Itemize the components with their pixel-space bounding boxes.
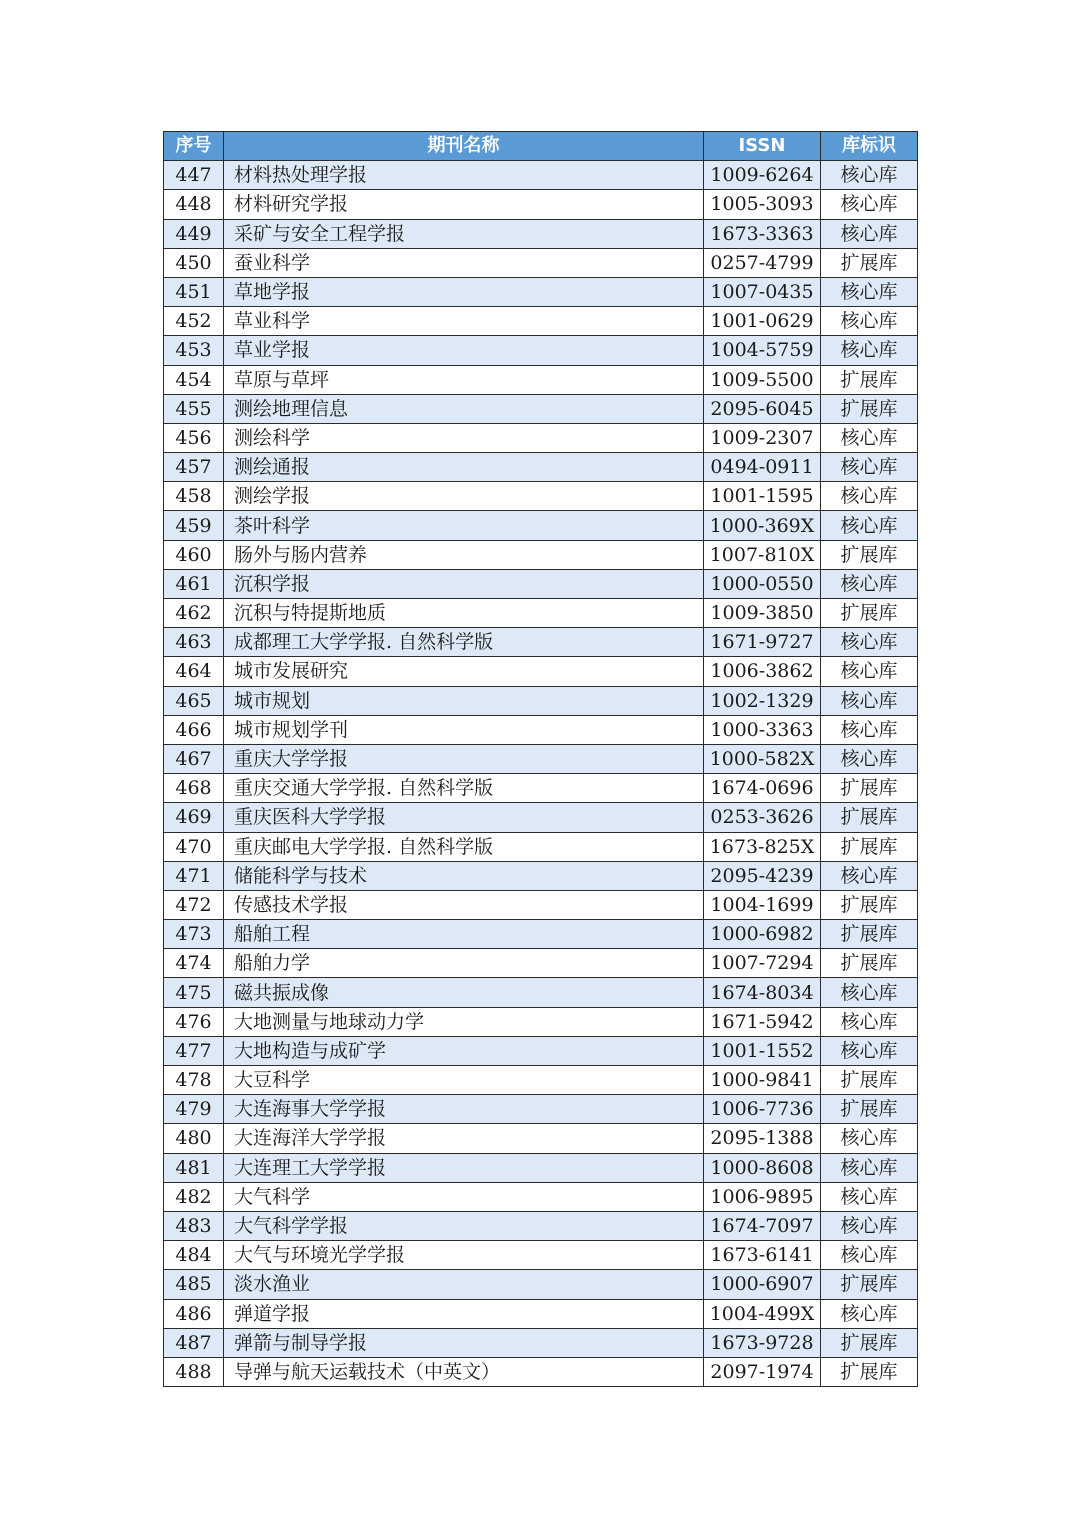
cell-issn: 1005-3093	[704, 190, 821, 219]
cell-library-tag: 扩展库	[821, 540, 918, 569]
cell-seq: 485	[164, 1270, 224, 1299]
cell-seq: 468	[164, 774, 224, 803]
cell-library-tag: 核心库	[821, 423, 918, 452]
table-row	[164, 511, 918, 540]
cell-library-tag: 核心库	[821, 657, 918, 686]
cell-issn: 1006-9895	[704, 1182, 821, 1211]
cell-issn: 2095-1388	[704, 1124, 821, 1153]
table-row	[164, 1007, 918, 1036]
cell-issn: 1009-5500	[704, 365, 821, 394]
cell-journal-name: 草地学报	[224, 277, 704, 306]
cell-seq: 453	[164, 336, 224, 365]
cell-issn: 1007-810X	[704, 540, 821, 569]
cell-seq: 448	[164, 190, 224, 219]
cell-issn: 1001-0629	[704, 307, 821, 336]
table-body	[164, 161, 918, 1387]
cell-seq: 455	[164, 394, 224, 423]
cell-seq: 460	[164, 540, 224, 569]
table-row	[164, 949, 918, 978]
table-row	[164, 277, 918, 306]
table-row	[164, 715, 918, 744]
cell-issn: 1001-1552	[704, 1036, 821, 1065]
table-row	[164, 1066, 918, 1095]
table-row	[164, 1124, 918, 1153]
cell-seq: 461	[164, 569, 224, 598]
cell-seq: 463	[164, 628, 224, 657]
cell-seq: 476	[164, 1007, 224, 1036]
cell-journal-name: 重庆大学学报	[224, 744, 704, 773]
table-row	[164, 599, 918, 628]
table-row	[164, 657, 918, 686]
header-seq: 序号	[164, 132, 224, 161]
cell-journal-name: 材料研究学报	[224, 190, 704, 219]
cell-journal-name: 大气与环境光学学报	[224, 1241, 704, 1270]
cell-library-tag: 扩展库	[821, 248, 918, 277]
cell-library-tag: 核心库	[821, 219, 918, 248]
cell-issn: 1673-9728	[704, 1328, 821, 1357]
table-row	[164, 1270, 918, 1299]
cell-issn: 1671-5942	[704, 1007, 821, 1036]
cell-library-tag: 扩展库	[821, 599, 918, 628]
cell-journal-name: 重庆医科大学学报	[224, 803, 704, 832]
cell-seq: 469	[164, 803, 224, 832]
cell-journal-name: 草业学报	[224, 336, 704, 365]
cell-seq: 467	[164, 744, 224, 773]
cell-seq: 462	[164, 599, 224, 628]
table-row	[164, 744, 918, 773]
cell-journal-name: 草原与草坪	[224, 365, 704, 394]
cell-issn: 1007-7294	[704, 949, 821, 978]
cell-library-tag: 扩展库	[821, 394, 918, 423]
cell-journal-name: 测绘学报	[224, 482, 704, 511]
cell-seq: 450	[164, 248, 224, 277]
cell-issn: 1000-0550	[704, 569, 821, 598]
cell-issn: 1009-6264	[704, 161, 821, 190]
cell-seq: 464	[164, 657, 224, 686]
cell-library-tag: 扩展库	[821, 1328, 918, 1357]
cell-issn: 1004-1699	[704, 890, 821, 919]
cell-issn: 1000-6907	[704, 1270, 821, 1299]
cell-library-tag: 扩展库	[821, 832, 918, 861]
table-header	[164, 132, 918, 161]
cell-seq: 466	[164, 715, 224, 744]
cell-seq: 478	[164, 1066, 224, 1095]
cell-library-tag: 核心库	[821, 336, 918, 365]
cell-journal-name: 测绘地理信息	[224, 394, 704, 423]
cell-library-tag: 核心库	[821, 277, 918, 306]
cell-journal-name: 采矿与安全工程学报	[224, 219, 704, 248]
cell-issn: 1000-582X	[704, 744, 821, 773]
table-row	[164, 803, 918, 832]
cell-issn: 1674-7097	[704, 1211, 821, 1240]
header-issn: ISSN	[704, 132, 821, 161]
header-library-tag: 库标识	[821, 132, 918, 161]
table-row	[164, 482, 918, 511]
table-row	[164, 1299, 918, 1328]
cell-library-tag: 核心库	[821, 1007, 918, 1036]
cell-library-tag: 扩展库	[821, 920, 918, 949]
cell-seq: 477	[164, 1036, 224, 1065]
cell-seq: 481	[164, 1153, 224, 1182]
table-row	[164, 1182, 918, 1211]
cell-library-tag: 核心库	[821, 1036, 918, 1065]
cell-journal-name: 沉积与特提斯地质	[224, 599, 704, 628]
cell-library-tag: 核心库	[821, 161, 918, 190]
cell-journal-name: 弹道学报	[224, 1299, 704, 1328]
cell-seq: 456	[164, 423, 224, 452]
cell-library-tag: 核心库	[821, 715, 918, 744]
table-row	[164, 920, 918, 949]
table-row	[164, 890, 918, 919]
cell-library-tag: 核心库	[821, 190, 918, 219]
table-row	[164, 686, 918, 715]
cell-library-tag: 扩展库	[821, 1357, 918, 1386]
cell-library-tag: 核心库	[821, 1211, 918, 1240]
cell-journal-name: 储能科学与技术	[224, 861, 704, 890]
table-row	[164, 569, 918, 598]
cell-seq: 486	[164, 1299, 224, 1328]
cell-issn: 0257-4799	[704, 248, 821, 277]
cell-journal-name: 传感技术学报	[224, 890, 704, 919]
cell-journal-name: 磁共振成像	[224, 978, 704, 1007]
cell-seq: 459	[164, 511, 224, 540]
cell-issn: 1671-9727	[704, 628, 821, 657]
table-row	[164, 453, 918, 482]
table-row	[164, 1357, 918, 1386]
cell-seq: 482	[164, 1182, 224, 1211]
cell-library-tag: 核心库	[821, 1299, 918, 1328]
cell-library-tag: 扩展库	[821, 890, 918, 919]
cell-library-tag: 核心库	[821, 861, 918, 890]
header-journal-name: 期刊名称	[224, 132, 704, 161]
cell-seq: 480	[164, 1124, 224, 1153]
cell-journal-name: 船舶力学	[224, 949, 704, 978]
cell-issn: 1674-0696	[704, 774, 821, 803]
cell-journal-name: 材料热处理学报	[224, 161, 704, 190]
cell-issn: 1000-369X	[704, 511, 821, 540]
cell-journal-name: 茶叶科学	[224, 511, 704, 540]
table-row	[164, 1211, 918, 1240]
cell-seq: 487	[164, 1328, 224, 1357]
cell-library-tag: 扩展库	[821, 365, 918, 394]
cell-journal-name: 城市发展研究	[224, 657, 704, 686]
header-row	[164, 132, 918, 161]
cell-seq: 451	[164, 277, 224, 306]
cell-seq: 484	[164, 1241, 224, 1270]
cell-journal-name: 成都理工大学学报. 自然科学版	[224, 628, 704, 657]
cell-journal-name: 城市规划学刊	[224, 715, 704, 744]
cell-journal-name: 草业科学	[224, 307, 704, 336]
cell-journal-name: 大连海事大学学报	[224, 1095, 704, 1124]
table-row	[164, 336, 918, 365]
cell-seq: 472	[164, 890, 224, 919]
cell-journal-name: 大地构造与成矿学	[224, 1036, 704, 1065]
journal-table	[163, 131, 918, 1387]
cell-journal-name: 大豆科学	[224, 1066, 704, 1095]
cell-seq: 457	[164, 453, 224, 482]
cell-journal-name: 大地测量与地球动力学	[224, 1007, 704, 1036]
cell-issn: 1006-3862	[704, 657, 821, 686]
cell-library-tag: 核心库	[821, 569, 918, 598]
cell-issn: 2095-6045	[704, 394, 821, 423]
cell-issn: 0494-0911	[704, 453, 821, 482]
table-row	[164, 307, 918, 336]
cell-journal-name: 沉积学报	[224, 569, 704, 598]
cell-seq: 454	[164, 365, 224, 394]
cell-journal-name: 城市规划	[224, 686, 704, 715]
cell-seq: 447	[164, 161, 224, 190]
cell-journal-name: 大气科学学报	[224, 1211, 704, 1240]
cell-seq: 483	[164, 1211, 224, 1240]
table-row	[164, 219, 918, 248]
cell-journal-name: 大气科学	[224, 1182, 704, 1211]
table-row	[164, 861, 918, 890]
cell-seq: 474	[164, 949, 224, 978]
cell-journal-name: 测绘科学	[224, 423, 704, 452]
cell-library-tag: 核心库	[821, 1124, 918, 1153]
cell-issn: 1673-6141	[704, 1241, 821, 1270]
cell-seq: 449	[164, 219, 224, 248]
table-row	[164, 978, 918, 1007]
cell-journal-name: 测绘通报	[224, 453, 704, 482]
cell-journal-name: 弹箭与制导学报	[224, 1328, 704, 1357]
cell-library-tag: 核心库	[821, 511, 918, 540]
cell-issn: 1002-1329	[704, 686, 821, 715]
table-row	[164, 365, 918, 394]
cell-issn: 1009-2307	[704, 423, 821, 452]
cell-issn: 1004-5759	[704, 336, 821, 365]
table-row	[164, 161, 918, 190]
cell-library-tag: 核心库	[821, 453, 918, 482]
table-row	[164, 540, 918, 569]
cell-journal-name: 淡水渔业	[224, 1270, 704, 1299]
cell-issn: 1000-6982	[704, 920, 821, 949]
cell-issn: 1673-825X	[704, 832, 821, 861]
cell-library-tag: 扩展库	[821, 1066, 918, 1095]
table-row	[164, 1036, 918, 1065]
cell-issn: 1673-3363	[704, 219, 821, 248]
cell-issn: 1009-3850	[704, 599, 821, 628]
table-row	[164, 628, 918, 657]
cell-journal-name: 大连理工大学学报	[224, 1153, 704, 1182]
cell-library-tag: 核心库	[821, 307, 918, 336]
cell-issn: 1000-9841	[704, 1066, 821, 1095]
cell-journal-name: 蚕业科学	[224, 248, 704, 277]
cell-seq: 452	[164, 307, 224, 336]
table-row	[164, 190, 918, 219]
cell-library-tag: 核心库	[821, 1153, 918, 1182]
cell-seq: 488	[164, 1357, 224, 1386]
cell-library-tag: 扩展库	[821, 1270, 918, 1299]
cell-issn: 1004-499X	[704, 1299, 821, 1328]
table-row	[164, 248, 918, 277]
cell-issn: 2097-1974	[704, 1357, 821, 1386]
cell-seq: 479	[164, 1095, 224, 1124]
cell-library-tag: 核心库	[821, 628, 918, 657]
table-row	[164, 1095, 918, 1124]
cell-issn: 0253-3626	[704, 803, 821, 832]
table-row	[164, 423, 918, 452]
cell-library-tag: 核心库	[821, 744, 918, 773]
cell-library-tag: 核心库	[821, 686, 918, 715]
cell-issn: 1007-0435	[704, 277, 821, 306]
cell-seq: 475	[164, 978, 224, 1007]
table-row	[164, 832, 918, 861]
cell-seq: 458	[164, 482, 224, 511]
cell-journal-name: 重庆邮电大学学报. 自然科学版	[224, 832, 704, 861]
cell-issn: 1000-8608	[704, 1153, 821, 1182]
cell-library-tag: 扩展库	[821, 803, 918, 832]
cell-library-tag: 核心库	[821, 482, 918, 511]
cell-issn: 2095-4239	[704, 861, 821, 890]
cell-seq: 465	[164, 686, 224, 715]
cell-issn: 1001-1595	[704, 482, 821, 511]
table-row	[164, 394, 918, 423]
cell-seq: 470	[164, 832, 224, 861]
cell-journal-name: 肠外与肠内营养	[224, 540, 704, 569]
table-row	[164, 1328, 918, 1357]
cell-library-tag: 扩展库	[821, 774, 918, 803]
table-row	[164, 1241, 918, 1270]
cell-seq: 471	[164, 861, 224, 890]
cell-library-tag: 扩展库	[821, 1095, 918, 1124]
cell-issn: 1674-8034	[704, 978, 821, 1007]
cell-journal-name: 船舶工程	[224, 920, 704, 949]
cell-library-tag: 核心库	[821, 1182, 918, 1211]
cell-seq: 473	[164, 920, 224, 949]
cell-journal-name: 大连海洋大学学报	[224, 1124, 704, 1153]
cell-issn: 1000-3363	[704, 715, 821, 744]
cell-library-tag: 扩展库	[821, 949, 918, 978]
cell-journal-name: 导弹与航天运载技术（中英文）	[224, 1357, 704, 1386]
table-row	[164, 1153, 918, 1182]
cell-journal-name: 重庆交通大学学报. 自然科学版	[224, 774, 704, 803]
cell-library-tag: 核心库	[821, 1241, 918, 1270]
cell-issn: 1006-7736	[704, 1095, 821, 1124]
table-row	[164, 774, 918, 803]
cell-library-tag: 核心库	[821, 978, 918, 1007]
